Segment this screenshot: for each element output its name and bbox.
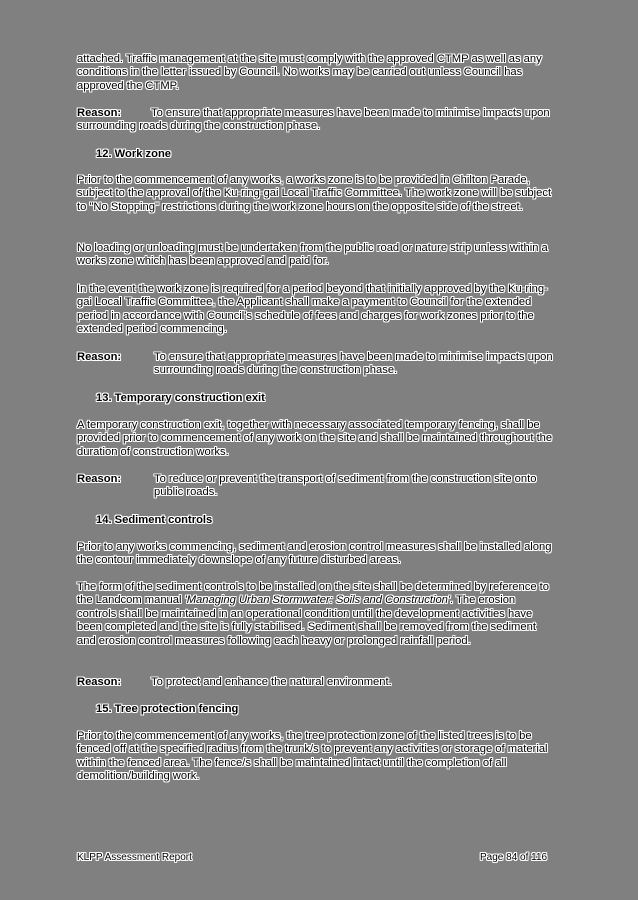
reason-label: Reason: [77, 676, 122, 688]
section-heading-work-zone: 12. Work zone [96, 148, 172, 160]
intro-reason [77, 107, 557, 134]
sediment-text-before: The form of the sediment controls to be installed on the site shall be determined by reference to the Landcom manual [77, 581, 549, 607]
sediment-paragraph-1: Prior to any works commencing, sediment and erosion control measures shall be installed along the contour immediately downslope of any future disturbed areas. [77, 541, 552, 567]
construction-exit-reason [77, 473, 557, 500]
reason-label: Reason: [77, 351, 122, 363]
tree-protection-paragraph: Prior to the commencement of any works, the tree protection zone of the listed trees is to be fenced off at the specified radius from the trunk/s to prevent any activities or storage of material within the fenced area. The fence/s shall be maintained intact until the completion of all demolition/building work. [77, 730, 548, 783]
footer-page-number: Page 84 of 116 [480, 852, 548, 863]
reason-text: To protect and enhance the natural environment. [151, 676, 392, 688]
work-zone-paragraph-2: No loading or unloading must be undertaken from the public road or nature strip unless within a works zone which has been approved and paid for. [77, 242, 548, 268]
intro-paragraph: attached. Traffic management at the site must comply with the approved CTMP as well as any conditions in the letter issued by Council. No works may be carried out unless Council has approved the CTMP. [77, 53, 542, 92]
work-zone-paragraph-3: In the event the work zone is required for a period beyond that initially approved by the Ku-ring-gai Local Traffic Committee, the Applicant shall make a payment to Council for the extended period in accordance with Council's schedule of fees and charges for work zones prior to the extended period commencing. [77, 283, 548, 336]
reason-label: Reason: [77, 473, 122, 485]
section-heading-temporary-construction-exit: 13. Temporary construction exit [96, 392, 265, 404]
footer-report-title: KLPP Assessment Report [77, 852, 192, 863]
reason-text: To reduce or prevent the transport of sediment from the construction site onto public roads. [154, 473, 537, 499]
reason-text: To ensure that appropriate measures have been made to minimise impacts upon surrounding roads during the construction phase. [77, 107, 550, 133]
section-heading-tree-protection-fencing: 15. Tree protection fencing [96, 703, 239, 715]
construction-exit-paragraph: A temporary construction exit, together with necessary associated temporary fencing, shall be provided prior to commencement of any work on the site and shall be maintained throughout the duration of construction works. [77, 419, 553, 458]
sediment-text-after: . The erosion controls shall be maintained in an operational condition until the development activities have been completed and the site is fully stabilised. Sediment shall be removed from the sediment and erosion control measures following each heavy or prolonged rainfall period. [77, 594, 536, 647]
reason-text: To ensure that appropriate measures have been made to minimise impacts upon surrounding roads during the construction phase. [154, 351, 553, 377]
work-zone-reason [77, 351, 557, 378]
section-heading-sediment-controls: 14. Sediment controls [96, 514, 213, 526]
reason-label: Reason: [77, 107, 122, 119]
work-zone-paragraph-1: Prior to the commencement of any works, a works zone is to be provided in Chilton Parade, subject to the approval of the Ku-ring-gai Local Traffic Committee. The work zone will be subject to "No Stopping" restrictions during the work zone hours on the opposite side of the street. [77, 174, 552, 213]
landcom-manual-title: 'Managing Urban Stormwater: Soils and Construction' [184, 594, 451, 607]
sediment-reason [77, 676, 557, 689]
sediment-paragraph-2 [77, 581, 557, 648]
